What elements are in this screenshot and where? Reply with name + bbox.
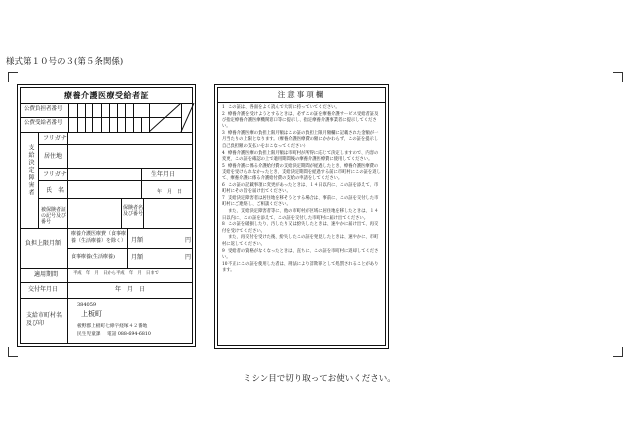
city-name: 上板町 xyxy=(81,310,102,318)
furigana-label-2: フリガナ xyxy=(43,171,67,178)
notice-item-number: 5 xyxy=(222,163,225,169)
form-number-label: 様式第１０号の３(第５条関係) xyxy=(6,57,124,67)
notice-item xyxy=(222,262,381,275)
notice-item-text: 療養介護に係る介護給付費の支給決定期間が経過したとき、療養介護医療費の支給を受けられなかったとき、支給決定期間を経過する前に市町村にこの証を返して、療養介護に係る介護給付費の支給の申請をしてください。 xyxy=(222,163,381,182)
furigana-label-1: フリガナ xyxy=(43,135,67,142)
address-label: 居住地 xyxy=(44,153,63,160)
notice-card xyxy=(214,84,389,349)
notice-item xyxy=(222,249,381,262)
certificate-card xyxy=(17,84,196,347)
insurance-card-label: 被保険者証の記号及び番号 xyxy=(41,207,67,225)
city-address: 板野郡上板町七條字経塚４２番地 xyxy=(77,324,148,329)
notice-item-text: この証を破損したり、汚したり又は紛失したときは、速やかに届け出て、再交付を受けてください。 xyxy=(222,222,379,234)
medical-yen: 円 xyxy=(185,237,192,244)
notice-item xyxy=(222,164,381,183)
notice-item xyxy=(222,209,381,222)
notice-item-number: 2 xyxy=(222,111,225,117)
payer-number-label: 公費負担者番号 xyxy=(24,106,63,112)
cut-instruction: ミシン目で切り取ってお使いください。 xyxy=(243,374,396,384)
notice-item-text: また、再交付を受けた後、紛失したこの証を発見したときは、速やかに、市町村に返してください。 xyxy=(222,235,379,247)
notice-item xyxy=(222,112,381,131)
notice-item-text: 療養介護医療の負担上限月額はこの証の負担上限月額欄に記載された金額が一月当たりの上限となります。（療養介護医療費の額にかかわらず、この証を提示し自己負担額の支払いをおこなってください） xyxy=(222,131,379,149)
crop-mark-top-right xyxy=(613,72,623,82)
certificate-title: 療養介護医療受給者証 xyxy=(64,90,149,100)
name-label: 氏 名 xyxy=(46,187,65,194)
issue-date-label: 交付年月日 xyxy=(28,286,59,293)
period-label: 適用期間 xyxy=(34,271,59,278)
city-telephone: 電話 088-694-6810 xyxy=(107,332,151,337)
diagonal-strike xyxy=(149,103,196,132)
notice-item-number: 10 xyxy=(222,261,228,267)
notice-item xyxy=(222,196,381,209)
crop-mark-bottom-right xyxy=(613,347,623,357)
notice-item-number: 4 xyxy=(222,150,225,156)
meal-cost-label: 食事療養(生活療養) xyxy=(71,254,115,260)
notice-item-number: 1 xyxy=(222,105,225,110)
notice-item xyxy=(222,131,381,150)
limit-amount-label: 負担上限月額 xyxy=(25,240,62,247)
recipient-number-label: 公費受給者番号 xyxy=(24,120,63,126)
city-code: 384059 xyxy=(77,302,97,308)
period-value: 平成 年 月 日から平成 年 月 日まで xyxy=(73,271,159,276)
notice-list xyxy=(222,105,381,275)
notice-item xyxy=(222,235,381,248)
meal-monthly-label: 月額 xyxy=(131,254,144,261)
notice-item xyxy=(222,183,381,196)
notice-item-text: また、支給決定障害者等に、他の市町村が区域に居住地を移したときは、１４日以内に、この証を添えて、この証を交付した市町村に届け出てください。 xyxy=(222,209,379,221)
notice-item xyxy=(222,222,381,235)
notice-item-text: 支給決定障害者は居住地を移そうとする場合は、事前に、この証を交付した市町村にご連絡し、ご相談ください。 xyxy=(222,196,379,208)
notice-title: 注意事項欄 xyxy=(218,88,385,103)
notice-item-number: 9 xyxy=(222,248,225,254)
birth-date-value: 年 月 日 xyxy=(157,189,183,195)
medical-cost-label: 療養介護医療費（食事療養（生活療養）を除く） xyxy=(71,231,127,244)
issue-date-value: 年 月 日 xyxy=(115,286,146,293)
notice-item-number: 7 xyxy=(222,196,225,202)
meal-yen: 円 xyxy=(185,254,192,261)
notice-item-text: 受給者の資格がなくなったときは、直ちに、この証を市町村に返却してください。 xyxy=(222,248,379,260)
notice-item xyxy=(222,151,381,164)
notice-item-number: 6 xyxy=(222,183,225,189)
birth-date-label: 生年月日 xyxy=(151,171,176,178)
recipient-side-label: 支給決定障害者 xyxy=(27,144,34,197)
notice-item-number: 3 xyxy=(222,131,225,137)
medical-monthly-label: 月額 xyxy=(131,237,144,244)
notice-item-text: この証は、各面をよく読んで大切に持っていてください。 xyxy=(228,105,340,110)
insurer-label: 保険者名及び番号 xyxy=(123,205,144,217)
crop-mark-top-left xyxy=(8,72,18,82)
crop-mark-bottom-left xyxy=(8,347,18,357)
notice-item-text: 療養介護医療の負担上限月額は市町村が所得に応じて決定しますので、内容の変更、この証を確認の上で適用期間後の療養介護医療費に使用してください。 xyxy=(222,150,379,162)
city-label: 支給市町村名及び印 xyxy=(26,312,63,327)
notice-item-text: 不正にこの証を使用した者は、刑法により詐欺罪として処罰されることがあります。 xyxy=(222,261,379,273)
notice-item-text: この証の記載事項に変更があったときは、１４日以内に、この証を添えて、市町村にその旨を届け出てください。 xyxy=(222,183,379,195)
notice-item xyxy=(222,105,381,111)
notice-item-text: 療養介護を受けようとするときは、必ずこの証を療養介護サービス受給者証及び指定療養介護医療機関窓口等に提示し、指定療養介護事業者に提示してください。 xyxy=(222,111,379,130)
notice-item-number: 8 xyxy=(222,222,225,228)
city-department: 民生児童課 xyxy=(77,332,101,337)
